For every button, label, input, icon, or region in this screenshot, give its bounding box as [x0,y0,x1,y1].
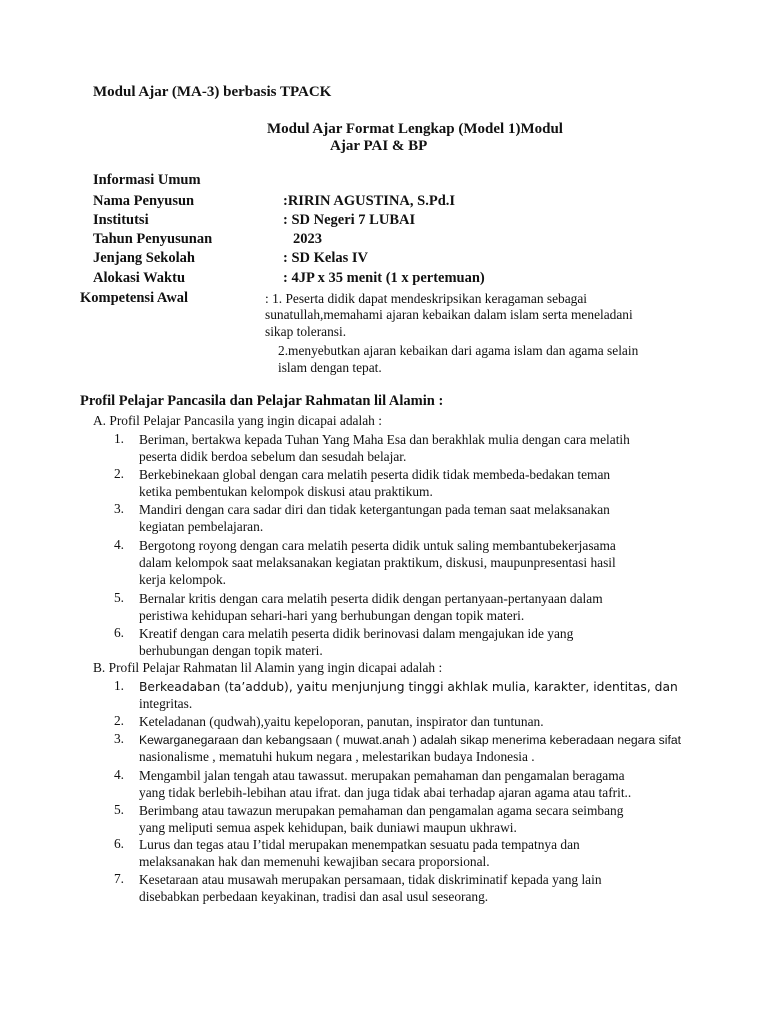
info-value: : SD Kelas IV [283,250,368,266]
list-item-line: kegiatan pembelajaran. [139,519,264,534]
list-item-line: Kreatif dengan cara melatih peserta didik berinovasi dalam mengajukan ide yang [139,626,574,641]
subtitle-line-1: Modul Ajar Format Lengkap (Model 1)Modul [267,121,563,137]
list-item-line: Keteladanan (qudwah),yaitu kepeloporan, panutan, inspirator dan tuntunan. [139,714,544,729]
list-number: 6. [113,836,124,851]
list-number: 2. [113,713,124,728]
list-item-line: dalam kelompok saat melaksanakan kegiatan praktikum, diskusi, maupunpresentasi hasil [139,555,616,570]
list-number: 2. [113,466,124,481]
info-heading: Informasi Umum [93,172,201,188]
section-b-heading: B. Profil Pelajar Rahmatan lil Alamin yang ingin dicapai adalah : [93,660,443,675]
list-number: 4. [113,537,124,552]
list-item-line: yang meliputi semua aspek kehidupan, baik duniawi maupun ukhrawi. [139,820,517,835]
info-label: Tahun Penyusunan [93,231,213,247]
list-item-line: Mandiri dengan cara sadar diri dan tidak ketergantungan pada teman saat melaksanakan [139,502,610,517]
list-item-line: melaksanakan hak dan memenuhi kewajiban secara proporsional. [139,854,490,869]
list-number: 1. [113,431,124,446]
list-item-line: Berkeadaban (ta’addub), yaitu menjunjung tinggi akhlak mulia, karakter, identitas, dan [139,680,678,694]
info-label: Alokasi Waktu [93,270,186,286]
info-label: Nama Penyusun [93,193,195,209]
info-row-penyusun [0,193,768,211]
info-label: Jenjang Sekolah [93,250,195,266]
list-item-line: Kewarganegaraan dan kebangsaan ( muwat.anah ) adalah sikap menerima keberadaan negara sifat [139,733,682,747]
kompetensi-label: Kompetensi Awal [80,290,189,306]
list-number: 6. [113,625,124,640]
document-title: Modul Ajar (MA-3) berbasis TPACK [93,84,332,100]
list-number: 3. [113,731,124,746]
list-item-line: Berkebinekaan global dengan cara melatih peserta didik tidak membeda-bedakan teman [139,467,611,482]
kompetensi-line-4: 2.menyebutkan ajaran kebaikan dari agama islam dan agama selain [278,343,639,358]
list-item-line: Bernalar kritis dengan cara melatih peserta didik dengan pertanyaan-pertanyaan dalam [139,591,603,606]
list-item-line: yang tidak berlebih-lebihan atau ifrat. dan juga tidak abai terhadap ajaran agama atau tafrit.. [139,785,632,800]
list-item-line: Beriman, bertakwa kepada Tuhan Yang Maha Esa dan berakhlak mulia dengan cara melatih [139,432,630,447]
list-item-line: ketika pembentukan kelompok diskusi atau praktikum. [139,484,433,499]
list-item-line: peristiwa kehidupan sehari-hari yang berhubungan dengan topik materi. [139,608,525,623]
list-item-line: peserta didik berdoa sebelum dan sesudah belajar. [139,449,407,464]
list-number: 1. [113,678,124,693]
list-number: 5. [113,802,124,817]
info-value: 2023 [293,231,322,247]
info-row-alokasi [0,270,768,288]
info-label: Institutsi [93,212,149,228]
list-item-line: Kesetaraan atau musawah merupakan persamaan, tidak diskriminatif kepada yang lain [139,872,602,887]
kompetensi-line-5: islam dengan tepat. [278,360,382,375]
list-item-line: Lurus dan tegas atau I’tidal merupakan menempatkan sesuatu pada tempatnya dan [139,837,580,852]
info-value: :RIRIN AGUSTINA, S.Pd.I [283,193,456,209]
list-item-line: nasionalisme , mematuhi hukum negara , melestarikan budaya Indonesia . [139,749,535,764]
list-item-line: Mengambil jalan tengah atau tawassut. merupakan pemahaman dan pengamalan beragama [139,768,625,783]
subtitle-line-2: Ajar PAI & BP [330,138,428,154]
list-item-line: disebabkan perbedaan keyakinan, tradisi dan asal usul seseorang. [139,889,489,904]
list-item-line: Bergotong royong dengan cara melatih peserta didik untuk saling membantubekerjasama [139,538,616,553]
info-row-tahun [0,231,768,249]
list-item-line: integritas. [139,696,193,711]
profil-heading: Profil Pelajar Pancasila dan Pelajar Rahmatan lil Alamin : [80,393,444,409]
list-number: 5. [113,590,124,605]
list-item-line: Berimbang atau tawazun merupakan pemahaman dan pengamalan agama secara seimbang [139,803,624,818]
info-row-jenjang [0,250,768,268]
kompetensi-line-2: sunatullah,memahami ajaran kebaikan dalam islam serta meneladani [265,307,633,322]
info-value: : 4JP x 35 menit (1 x pertemuan) [283,270,485,286]
list-number: 4. [113,767,124,782]
list-number: 7. [113,871,124,886]
list-item-line: berhubungan dengan topik materi. [139,643,323,658]
info-row-institusi [0,212,768,230]
section-a-heading: A. Profil Pelajar Pancasila yang ingin dicapai adalah : [93,413,382,428]
kompetensi-line-1: : 1. Peserta didik dapat mendeskripsikan keragaman sebagai [265,291,588,306]
list-item-line: kerja kelompok. [139,572,227,587]
info-value: : SD Negeri 7 LUBAI [283,212,416,228]
list-number: 3. [113,501,124,516]
kompetensi-line-3: sikap toleransi. [265,324,347,339]
